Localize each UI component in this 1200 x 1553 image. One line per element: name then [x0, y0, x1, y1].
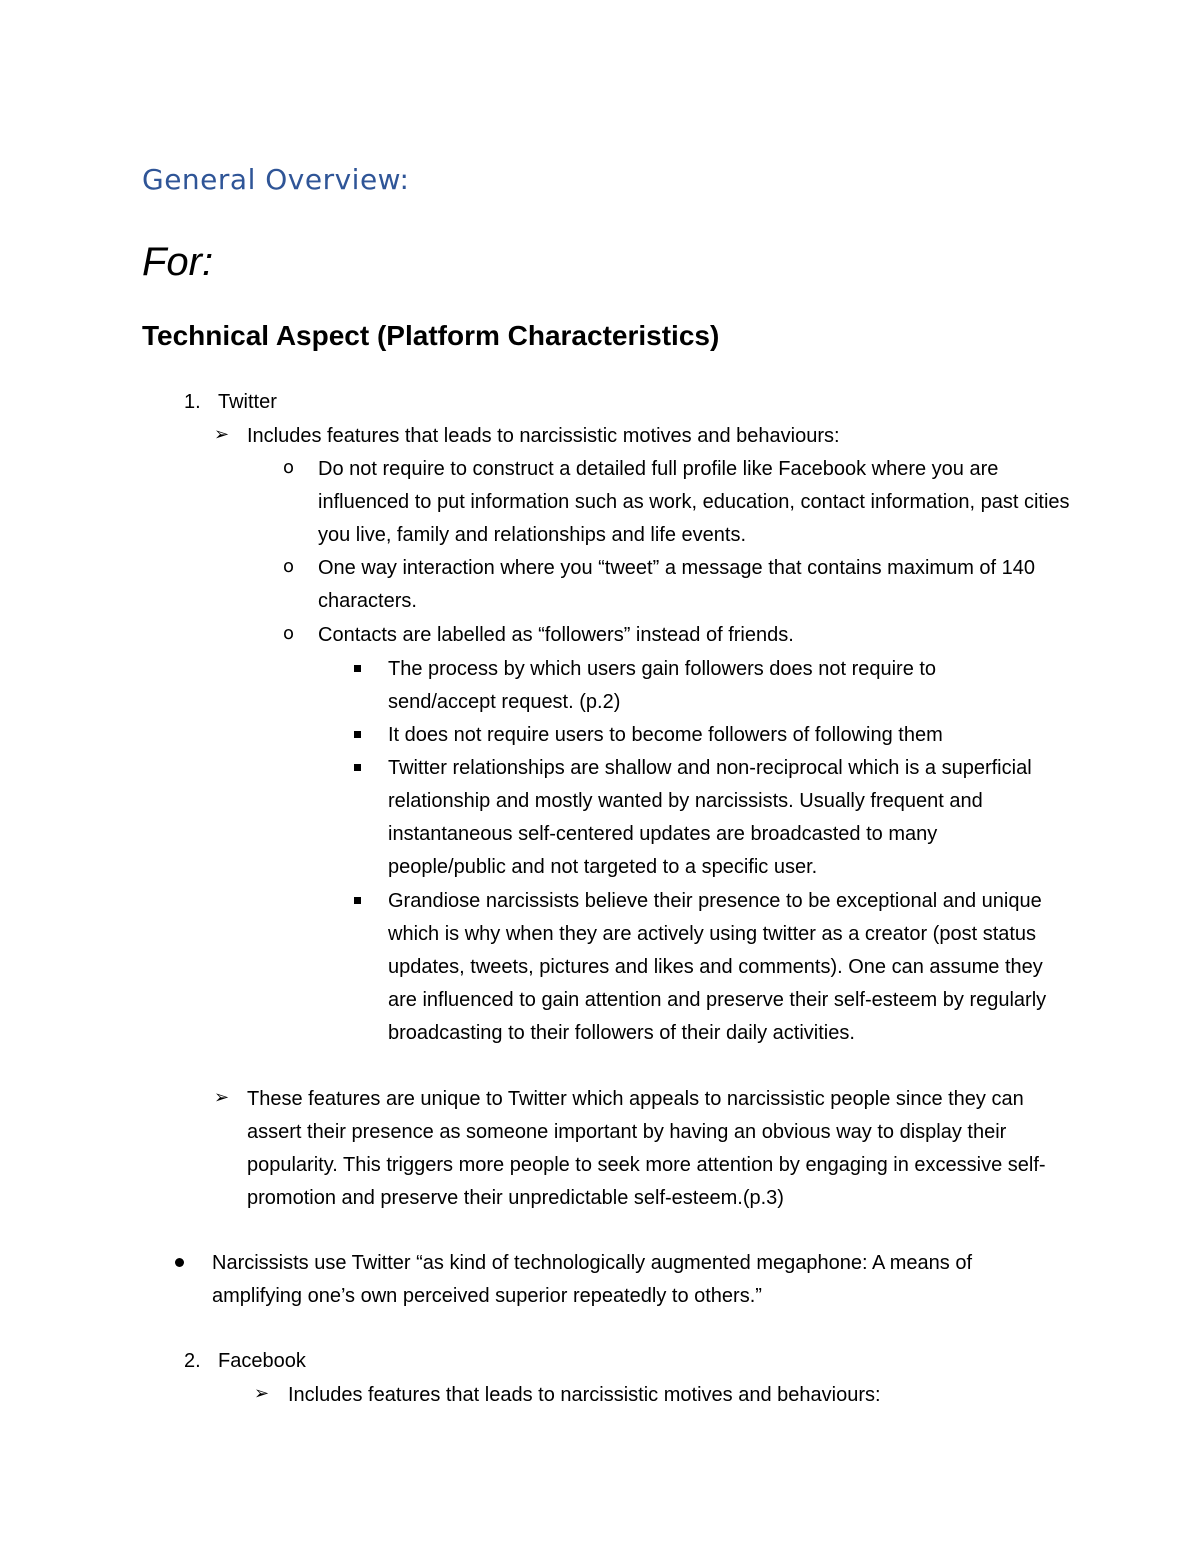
- list-number-2: 2.: [184, 1350, 201, 1372]
- facebook-title: Facebook: [218, 1350, 306, 1372]
- narcissists-quote: Narcissists use Twitter “as kind of technologically augmented megaphone: A means of amplifying one’s own perceived superior repeatedly to others.”: [212, 1252, 973, 1307]
- square-bullet-icon: [354, 731, 361, 738]
- twitter-sub-item-2: One way interaction where you “tweet” a message that contains maximum of 140 characters.: [318, 557, 1036, 612]
- twitter-conclusion: These features are unique to Twitter which appeals to narcissistic people since they can assert their presence as someone important by having an obvious way to display their popularity. This triggers more people to seek more attention by engaging in excessive self-promotion and preserve their unpredictable self-esteem.(p.3): [247, 1088, 1046, 1209]
- square-bullet-icon: [354, 764, 361, 771]
- facebook-features-intro: Includes features that leads to narcissistic motives and behaviours:: [288, 1384, 881, 1406]
- follower-point-2: It does not require users to become followers of following them: [388, 724, 943, 746]
- for-heading: For:: [142, 240, 214, 284]
- twitter-sub-item-1: Do not require to construct a detailed full profile like Facebook where you are influenced to put information such as work, education, contact information, past cities you live, family and relationships and life events.: [318, 458, 1070, 546]
- arrow-bullet-icon: ➢: [254, 1383, 270, 1404]
- square-bullet-icon: [354, 665, 361, 672]
- twitter-sub-item-3: Contacts are labelled as “followers” instead of friends.: [318, 624, 794, 646]
- circle-bullet-icon: o: [283, 556, 295, 577]
- twitter-features-intro: Includes features that leads to narcissistic motives and behaviours:: [247, 425, 840, 447]
- twitter-title: Twitter: [218, 391, 277, 413]
- general-overview-heading: General Overview:: [142, 163, 410, 196]
- arrow-bullet-icon: ➢: [214, 1087, 230, 1108]
- follower-point-1: The process by which users gain followers does not require to send/accept request. (p.2): [388, 658, 937, 713]
- list-number-1: 1.: [184, 391, 201, 413]
- technical-aspect-heading: Technical Aspect (Platform Characteristics): [142, 320, 720, 351]
- follower-point-3: Twitter relationships are shallow and non-reciprocal which is a superficial relationship and mostly wanted by narcissists. Usually frequent and instantaneous self-centered updates are broadcasted to many people/public and not targeted to a specific user.: [388, 757, 1032, 878]
- square-bullet-icon: [354, 897, 361, 904]
- circle-bullet-icon: o: [283, 457, 295, 478]
- follower-point-4: Grandiose narcissists believe their presence to be exceptional and unique which is why when they are actively using twitter as a creator (post status updates, tweets, pictures and likes and comments). One can assume they are influenced to gain attention and preserve their self-esteem by regularly broadcasting to their followers of their daily activities.: [388, 890, 1047, 1044]
- arrow-bullet-icon: ➢: [214, 424, 230, 445]
- round-bullet-icon: [175, 1258, 184, 1267]
- circle-bullet-icon: o: [283, 623, 295, 644]
